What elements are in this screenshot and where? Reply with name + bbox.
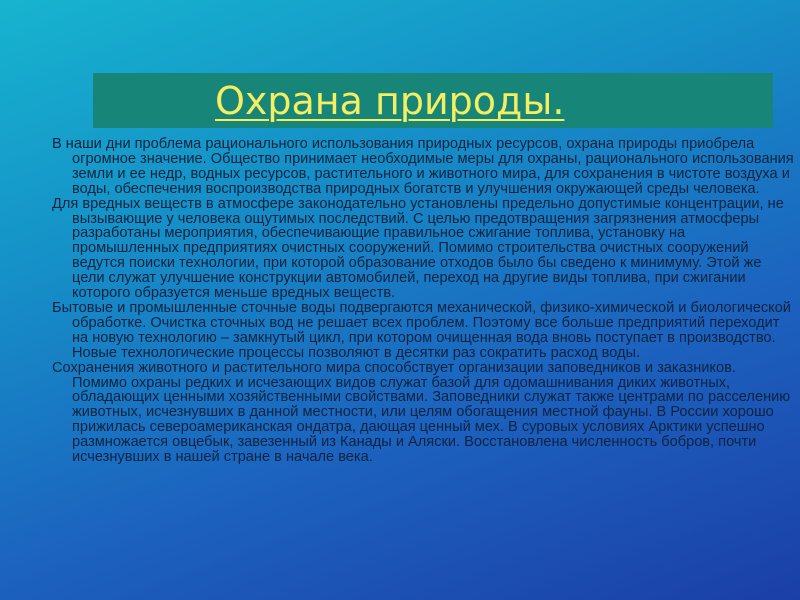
- slide-body: [52, 137, 794, 465]
- paragraph-2: Для вредных веществ в атмосфере законодательно установлены предельно допустимые концентрации, не вызывающие у человека ощутимых последствий. С целью предотвращения загрязнения атмосферы разработаны мероприятия, обеспечивающие правильное сжигание топлива, установку на промышленных предприятиях очистных сооружений. Помимо строительства очистных сооружений ведутся поиски технологии, при которой образование отходов было бы сведено к минимуму. Этой же цели служат улучшение конструкции автомобилей, переход на другие виды топлива, при сжигании которого образуется меньше вредных веществ.: [52, 195, 784, 302]
- paragraph-3: Бытовые и промышленные сточные воды подвергаются механической, физико-химической и биологической обработке. Очистка сточных вод не решает всех проблем. Поэтому все больше предприятий переходит на новую технологию – замкнутый цикл, при котором очищенная вода вновь поступает в производство. Новые технологические процессы позволяют в десятки раз сократить расход воды.: [52, 299, 791, 361]
- paragraph-4: Сохранения животного и растительного мира способствует организации заповедников и заказников. Помимо охраны редких и исчезающих видов служат базой для одомашнивания диких животных, обладающих ценными хозяйственными свойствами. Заповедники служат также центрами по расселению животных, исчезнувших в данной местности, или целям обогащения местной фауны. В России хорошо прижилась североамериканская ондатра, дающая ценный мех. В суровых условиях Арктики успешно размножается овцебык, завезенный из Канады и Аляски. Восстановлена численность бобров, почти исчезнувших в нашей стране в начале века.: [52, 359, 791, 466]
- paragraph-1: В наши дни проблема рационального использования природных ресурсов, охрана природы приобрела огромное значение. Общество принимает необходимые меры для охраны, рационального использования земли и ее недр, водных ресурсов, растительного и животного мира, для сохранения в чистоте воздуха и воды, обеспечения воспроизводства природных богатств и улучшения окружающей среды человека.: [52, 136, 794, 197]
- slide-title: Охрана природы.: [215, 79, 565, 123]
